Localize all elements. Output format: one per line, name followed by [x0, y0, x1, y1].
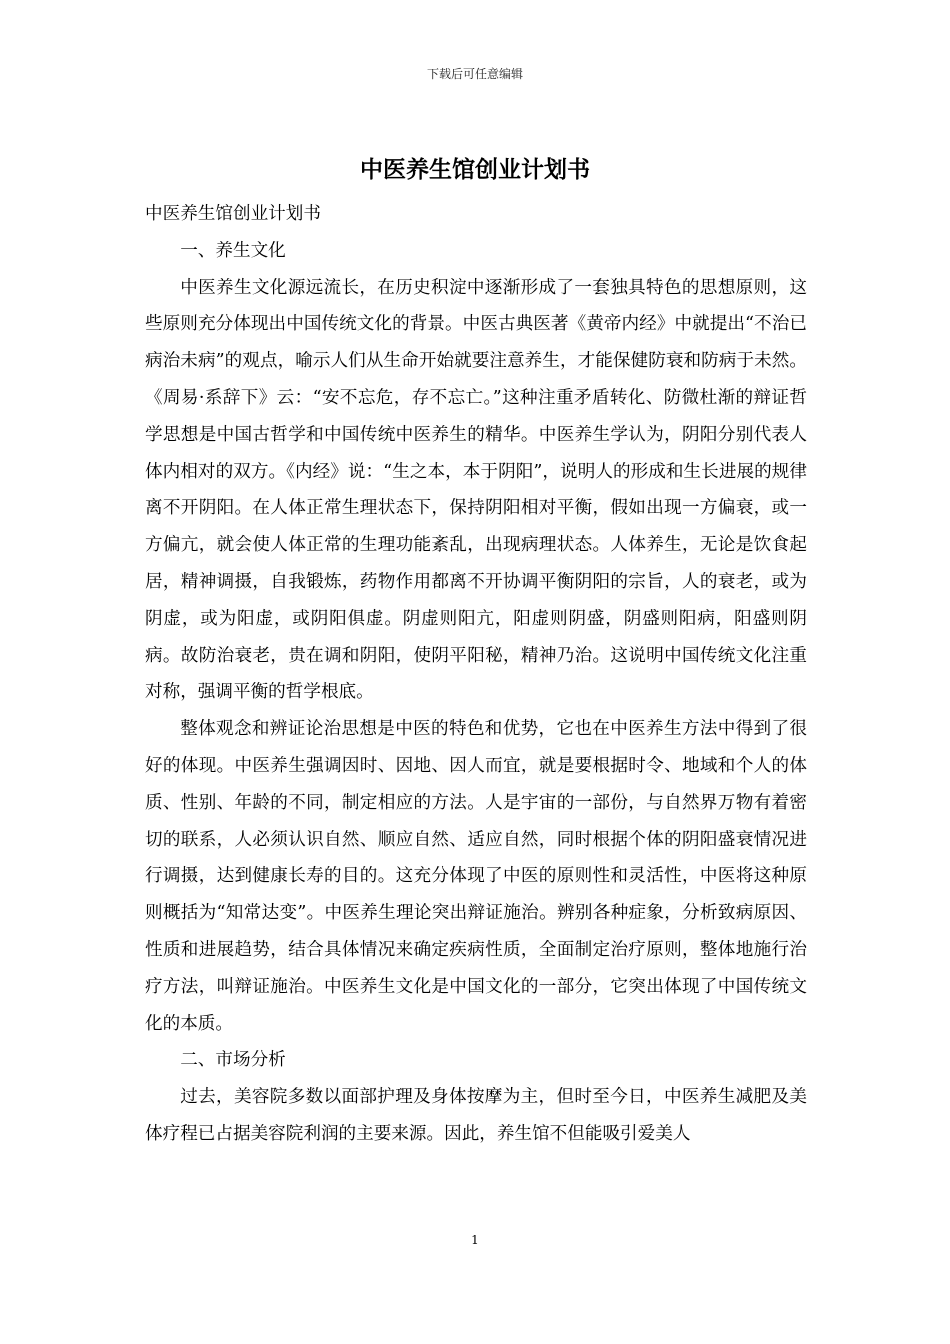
document-title: 中医养生馆创业计划书 [360, 156, 590, 183]
section-heading-market: 二、市场分析 [180, 1050, 286, 1071]
body-paragraph: 中医养生文化源远流长，在历史积淀中逐渐形成了一套独具特色的思想原则，这些原则充分体现出中国传统文化的背景。中医古典医著《黄帝内经》中就提出“不治已病治未病”的观点，喻示人们从生命开始就要注意养生，才能保健防衰和防病于未然。《周易·系辞下》云：“安不忘危，存不忘亡。”这种注重矛盾转化、防微杜渐的辩证哲学思想是中国古哲学和中国传统中医养生的精华。中医养生学认为，阴阳分别代表人体内相对的双方。《内经》说：“生之本，本于阴阳”，说明人的形成和生长进展的规律离不开阴阳。在人体正常生理状态下，保持阴阳相对平衡，假如出现一方偏衰，或一方偏亢，就会使人体正常的生理功能紊乱，出现病理状态。人体养生，无论是饮食起居，精神调摄，自我锻炼，药物作用都离不开协调平衡阴阳的宗旨，人的衰老，或为阴虚，或为阳虚，或阴阳俱虚。阴虚则阳亢，阳虚则阴盛，阴盛则阳病，阳盛则阴病。故防治衰老，贵在调和阴阳，使阴平阳秘，精神乃治。这说明中国传统文化注重对称，强调平衡的哲学根底。 [145, 277, 807, 703]
page-header: 下载后可任意编辑 [426, 67, 523, 81]
body-paragraph: 过去，美容院多数以面部护理及身体按摩为主，但时至今日，中医养生减肥及美体疗程已占据美容院利润的主要来源。因此，养生馆不但能吸引爱美人 [145, 1087, 807, 1144]
page-number: 1 [471, 1233, 479, 1247]
section-heading-culture: 一、养生文化 [180, 240, 286, 261]
body-paragraph: 整体观念和辨证论治思想是中医的特色和优势，它也在中医养生方法中得到了很好的体现。中医养生强调因时、因地、因人而宜，就是要根据时令、地域和个人的体质、性别、年龄的不同，制定相应的方法。人是宇宙的一部份，与自然界万物有着密切的联系，人必须认识自然、顺应自然、适应自然，同时根据个体的阴阳盛衰情况进行调摄，达到健康长寿的目的。这充分体现了中医的原则性和灵活性，中医将这种原则概括为“知常达变”。中医养生理论突出辩证施治。辨别各种症象，分析致病原因、性质和进展趋势，结合具体情况来确定疾病性质，全面制定治疗原则，整体地施行治疗方法，叫辩证施治。中医养生文化是中国文化的一部分，它突出体现了中国传统文化的本质。 [145, 719, 807, 1034]
body-paragraph: 中医养生馆创业计划书 [145, 204, 321, 224]
document-body [145, 196, 807, 1153]
